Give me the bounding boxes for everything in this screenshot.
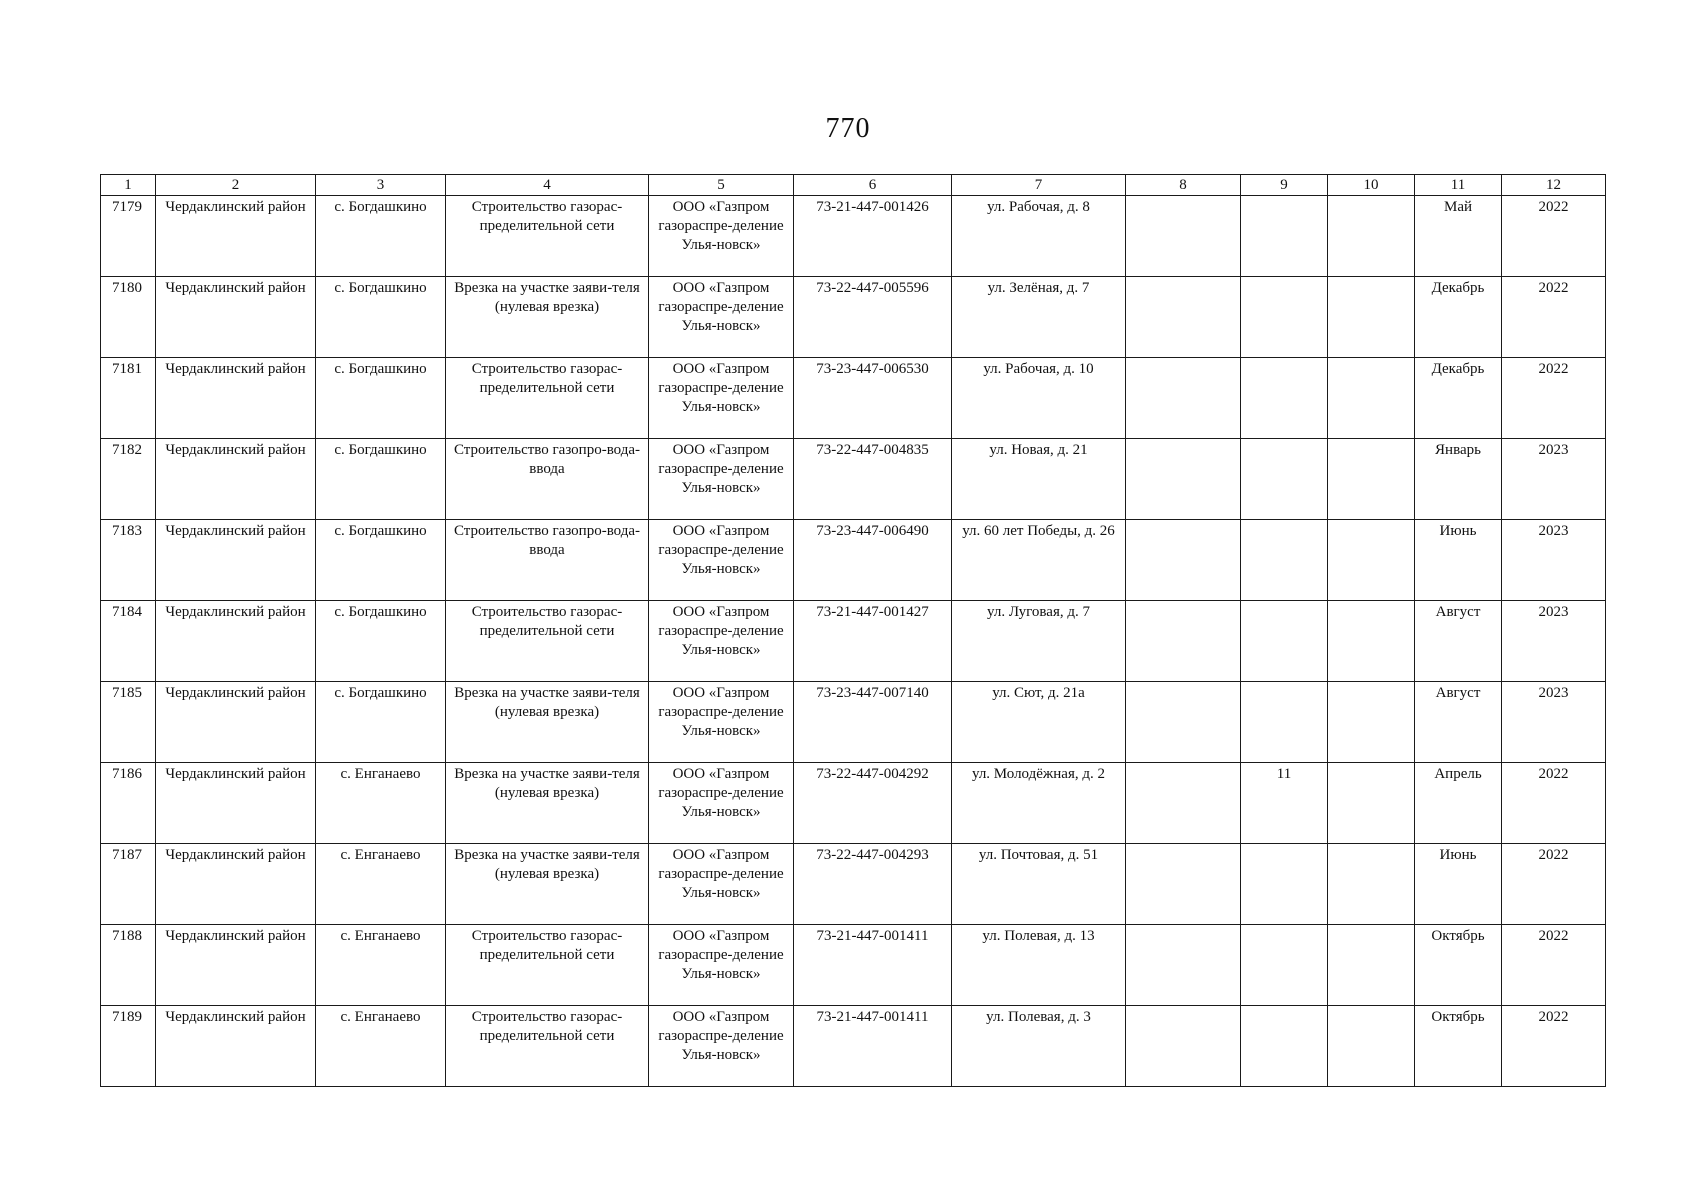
year-cell: 2023 (1502, 682, 1606, 763)
organization-cell: ООО «Газпром газораспре-деление Улья-новск» (649, 358, 794, 439)
column-header: 12 (1502, 175, 1606, 196)
year-cell: 2023 (1502, 439, 1606, 520)
column-8-cell (1126, 844, 1241, 925)
organization-cell: ООО «Газпром газораспре-деление Улья-новск» (649, 277, 794, 358)
district-cell: Чердаклинский район (156, 358, 316, 439)
column-10-cell (1328, 1006, 1415, 1087)
settlement-cell: с. Богдашкино (316, 439, 446, 520)
settlement-cell: с. Богдашкино (316, 277, 446, 358)
row-number: 7189 (101, 1006, 156, 1087)
organization-cell: ООО «Газпром газораспре-деление Улья-новск» (649, 520, 794, 601)
month-cell: Октябрь (1415, 1006, 1502, 1087)
column-header: 1 (101, 175, 156, 196)
settlement-cell: с. Енганаево (316, 844, 446, 925)
address-cell: ул. Полевая, д. 13 (952, 925, 1126, 1006)
work-type-cell: Строительство газорас-пределительной сети (446, 196, 649, 277)
row-number: 7179 (101, 196, 156, 277)
row-number: 7183 (101, 520, 156, 601)
year-cell: 2022 (1502, 358, 1606, 439)
address-cell: ул. Почтовая, д. 51 (952, 844, 1126, 925)
code-cell: 73-23-447-006490 (794, 520, 952, 601)
work-type-cell: Строительство газопро-вода-ввода (446, 439, 649, 520)
column-9-cell (1241, 196, 1328, 277)
column-8-cell (1126, 439, 1241, 520)
row-number: 7186 (101, 763, 156, 844)
column-header: 9 (1241, 175, 1328, 196)
month-cell: Июнь (1415, 844, 1502, 925)
row-number: 7185 (101, 682, 156, 763)
column-8-cell (1126, 358, 1241, 439)
column-9-cell: 11 (1241, 763, 1328, 844)
address-cell: ул. Зелёная, д. 7 (952, 277, 1126, 358)
table-row (101, 439, 1606, 520)
page-number: 770 (825, 113, 871, 144)
address-cell: ул. 60 лет Победы, д. 26 (952, 520, 1126, 601)
district-cell: Чердаклинский район (156, 844, 316, 925)
district-cell: Чердаклинский район (156, 196, 316, 277)
column-8-cell (1126, 1006, 1241, 1087)
column-header: 5 (649, 175, 794, 196)
column-8-cell (1126, 763, 1241, 844)
table-row (101, 196, 1606, 277)
code-cell: 73-22-447-004835 (794, 439, 952, 520)
settlement-cell: с. Богдашкино (316, 358, 446, 439)
month-cell: Май (1415, 196, 1502, 277)
column-9-cell (1241, 520, 1328, 601)
column-header: 6 (794, 175, 952, 196)
year-cell: 2023 (1502, 601, 1606, 682)
year-cell: 2022 (1502, 1006, 1606, 1087)
column-9-cell (1241, 358, 1328, 439)
code-cell: 73-21-447-001411 (794, 1006, 952, 1087)
year-cell: 2022 (1502, 844, 1606, 925)
column-9-cell (1241, 277, 1328, 358)
code-cell: 73-22-447-005596 (794, 277, 952, 358)
settlement-cell: с. Богдашкино (316, 196, 446, 277)
table-row (101, 277, 1606, 358)
settlement-cell: с. Енганаево (316, 763, 446, 844)
organization-cell: ООО «Газпром газораспре-деление Улья-новск» (649, 763, 794, 844)
column-8-cell (1126, 520, 1241, 601)
organization-cell: ООО «Газпром газораспре-деление Улья-новск» (649, 844, 794, 925)
organization-cell: ООО «Газпром газораспре-деление Улья-новск» (649, 601, 794, 682)
address-cell: ул. Луговая, д. 7 (952, 601, 1126, 682)
settlement-cell: с. Богдашкино (316, 520, 446, 601)
column-9-cell (1241, 682, 1328, 763)
district-cell: Чердаклинский район (156, 601, 316, 682)
month-cell: Апрель (1415, 763, 1502, 844)
organization-cell: ООО «Газпром газораспре-деление Улья-новск» (649, 925, 794, 1006)
work-type-cell: Врезка на участке заяви-теля (нулевая врезка) (446, 277, 649, 358)
table-row (101, 1006, 1606, 1087)
district-cell: Чердаклинский район (156, 682, 316, 763)
table-row (101, 925, 1606, 1006)
year-cell: 2022 (1502, 196, 1606, 277)
code-cell: 73-23-447-006530 (794, 358, 952, 439)
column-10-cell (1328, 277, 1415, 358)
code-cell: 73-22-447-004293 (794, 844, 952, 925)
work-type-cell: Строительство газопро-вода-ввода (446, 520, 649, 601)
column-10-cell (1328, 844, 1415, 925)
column-10-cell (1328, 520, 1415, 601)
column-header: 11 (1415, 175, 1502, 196)
organization-cell: ООО «Газпром газораспре-деление Улья-новск» (649, 1006, 794, 1087)
work-type-cell: Врезка на участке заяви-теля (нулевая врезка) (446, 844, 649, 925)
work-type-cell: Строительство газорас-пределительной сети (446, 925, 649, 1006)
column-10-cell (1328, 439, 1415, 520)
month-cell: Январь (1415, 439, 1502, 520)
address-cell: ул. Рабочая, д. 10 (952, 358, 1126, 439)
year-cell: 2022 (1502, 763, 1606, 844)
column-10-cell (1328, 601, 1415, 682)
row-number: 7180 (101, 277, 156, 358)
organization-cell: ООО «Газпром газораспре-деление Улья-новск» (649, 682, 794, 763)
column-8-cell (1126, 925, 1241, 1006)
code-cell: 73-22-447-004292 (794, 763, 952, 844)
column-header: 4 (446, 175, 649, 196)
table-row (101, 358, 1606, 439)
register-table (100, 174, 1606, 1087)
address-cell: ул. Новая, д. 21 (952, 439, 1126, 520)
column-10-cell (1328, 763, 1415, 844)
column-8-cell (1126, 601, 1241, 682)
organization-cell: ООО «Газпром газораспре-деление Улья-новск» (649, 439, 794, 520)
work-type-cell: Врезка на участке заяви-теля (нулевая врезка) (446, 763, 649, 844)
district-cell: Чердаклинский район (156, 1006, 316, 1087)
address-cell: ул. Сют, д. 21а (952, 682, 1126, 763)
column-9-cell (1241, 844, 1328, 925)
column-10-cell (1328, 682, 1415, 763)
district-cell: Чердаклинский район (156, 763, 316, 844)
settlement-cell: с. Богдашкино (316, 601, 446, 682)
work-type-cell: Врезка на участке заяви-теля (нулевая врезка) (446, 682, 649, 763)
address-cell: ул. Полевая, д. 3 (952, 1006, 1126, 1087)
table-row (101, 520, 1606, 601)
code-cell: 73-21-447-001426 (794, 196, 952, 277)
code-cell: 73-21-447-001411 (794, 925, 952, 1006)
year-cell: 2023 (1502, 520, 1606, 601)
column-9-cell (1241, 439, 1328, 520)
district-cell: Чердаклинский район (156, 277, 316, 358)
code-cell: 73-23-447-007140 (794, 682, 952, 763)
row-number: 7187 (101, 844, 156, 925)
column-header: 10 (1328, 175, 1415, 196)
month-cell: Июнь (1415, 520, 1502, 601)
table-row (101, 601, 1606, 682)
column-8-cell (1126, 682, 1241, 763)
month-cell: Октябрь (1415, 925, 1502, 1006)
settlement-cell: с. Енганаево (316, 1006, 446, 1087)
settlement-cell: с. Енганаево (316, 925, 446, 1006)
column-10-cell (1328, 196, 1415, 277)
address-cell: ул. Рабочая, д. 8 (952, 196, 1126, 277)
row-number: 7181 (101, 358, 156, 439)
table-row (101, 763, 1606, 844)
column-10-cell (1328, 358, 1415, 439)
column-8-cell (1126, 277, 1241, 358)
month-cell: Август (1415, 682, 1502, 763)
header-row (101, 175, 1606, 196)
column-10-cell (1328, 925, 1415, 1006)
month-cell: Август (1415, 601, 1502, 682)
settlement-cell: с. Богдашкино (316, 682, 446, 763)
column-8-cell (1126, 196, 1241, 277)
district-cell: Чердаклинский район (156, 925, 316, 1006)
column-header: 3 (316, 175, 446, 196)
table-row (101, 682, 1606, 763)
address-cell: ул. Молодёжная, д. 2 (952, 763, 1126, 844)
column-header: 2 (156, 175, 316, 196)
work-type-cell: Строительство газорас-пределительной сети (446, 1006, 649, 1087)
district-cell: Чердаклинский район (156, 439, 316, 520)
year-cell: 2022 (1502, 277, 1606, 358)
month-cell: Декабрь (1415, 277, 1502, 358)
year-cell: 2022 (1502, 925, 1606, 1006)
work-type-cell: Строительство газорас-пределительной сети (446, 358, 649, 439)
table-row (101, 844, 1606, 925)
column-9-cell (1241, 925, 1328, 1006)
work-type-cell: Строительство газорас-пределительной сети (446, 601, 649, 682)
column-header: 8 (1126, 175, 1241, 196)
row-number: 7182 (101, 439, 156, 520)
row-number: 7184 (101, 601, 156, 682)
district-cell: Чердаклинский район (156, 520, 316, 601)
column-9-cell (1241, 1006, 1328, 1087)
row-number: 7188 (101, 925, 156, 1006)
organization-cell: ООО «Газпром газораспре-деление Улья-новск» (649, 196, 794, 277)
column-header: 7 (952, 175, 1126, 196)
month-cell: Декабрь (1415, 358, 1502, 439)
code-cell: 73-21-447-001427 (794, 601, 952, 682)
column-9-cell (1241, 601, 1328, 682)
